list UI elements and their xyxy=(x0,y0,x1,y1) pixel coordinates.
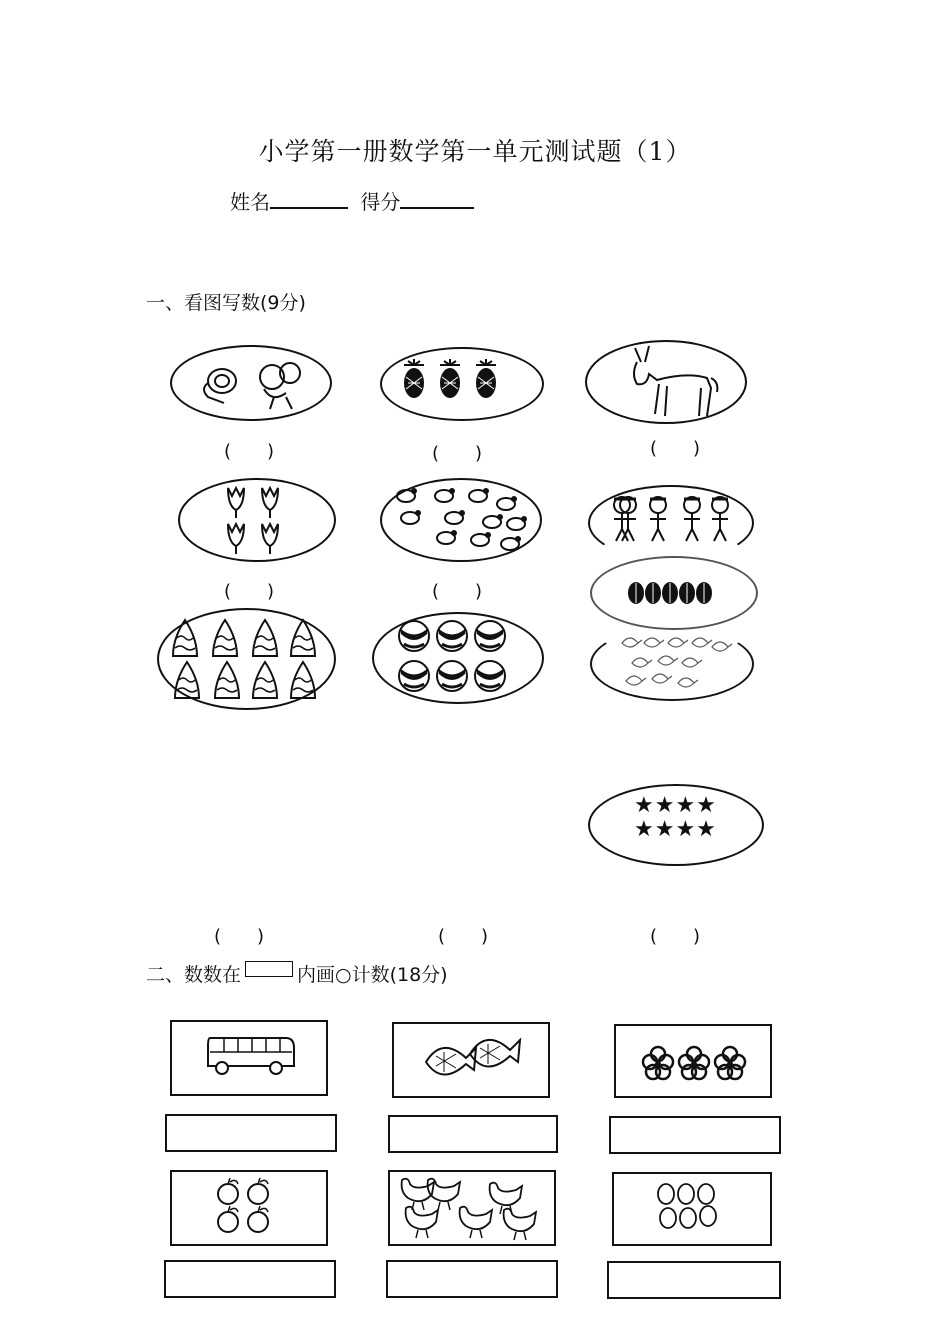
answer-paren[interactable]: ( ) xyxy=(650,926,701,947)
picture-box xyxy=(388,1170,556,1246)
picture-oval xyxy=(588,784,764,866)
section2-heading: 二、数数在 内画○计数(18分) xyxy=(146,960,448,987)
answer-paren[interactable]: ( ) xyxy=(432,443,483,464)
picture-oval xyxy=(380,478,542,562)
seed-icon xyxy=(628,581,718,605)
children-icon xyxy=(610,495,734,545)
picture-box xyxy=(170,1020,328,1096)
snail-and-bug-icon xyxy=(194,353,309,413)
fish-icon xyxy=(422,1030,522,1090)
ball-icon xyxy=(398,620,518,696)
picture-box xyxy=(614,1024,772,1098)
picture-oval xyxy=(178,478,336,562)
picture-oval xyxy=(588,485,754,561)
picture-oval xyxy=(585,340,747,424)
score-label: 得分 xyxy=(360,190,401,214)
student-info-line xyxy=(230,186,474,215)
answer-paren[interactable]: ( ) xyxy=(224,441,275,462)
bamboo-shoot-icon xyxy=(171,618,323,702)
page-title: 小学第一册数学第一单元测试题（1） xyxy=(258,137,692,166)
name-blank[interactable] xyxy=(270,189,348,209)
picture-oval xyxy=(590,556,758,630)
picture-box xyxy=(170,1170,328,1246)
answer-paren[interactable]: ( ) xyxy=(650,438,701,459)
picture-oval xyxy=(157,608,336,710)
answer-paren[interactable]: ( ) xyxy=(438,926,489,947)
leaf-icon xyxy=(620,633,732,689)
answer-paren[interactable]: ( ) xyxy=(432,581,483,602)
star-icon: ★★★★ ★★★★ xyxy=(634,793,717,842)
picture-oval xyxy=(380,347,544,421)
picture-oval xyxy=(590,627,754,701)
bus-icon xyxy=(204,1034,296,1078)
answer-box[interactable] xyxy=(609,1116,781,1154)
answer-paren[interactable]: ( ) xyxy=(224,581,275,602)
small-box-icon xyxy=(245,961,293,977)
pineapple-icon xyxy=(400,359,525,409)
answer-box[interactable] xyxy=(607,1261,781,1299)
answer-box[interactable] xyxy=(386,1260,558,1298)
answer-box[interactable] xyxy=(164,1260,336,1298)
picture-oval xyxy=(372,612,544,704)
bird-icon xyxy=(396,488,528,552)
chicken-icon xyxy=(398,1176,546,1240)
flower-bud-icon xyxy=(218,484,298,556)
name-label: 姓名 xyxy=(230,190,270,214)
answer-box[interactable] xyxy=(165,1114,337,1152)
answer-box[interactable] xyxy=(388,1115,558,1153)
apple-icon xyxy=(216,1178,280,1238)
egg-icon xyxy=(658,1182,728,1236)
flower-icon xyxy=(642,1046,746,1082)
score-blank[interactable] xyxy=(400,189,474,209)
section1-heading: 一、看图写数(9分) xyxy=(146,292,306,314)
picture-box xyxy=(612,1172,772,1246)
picture-box xyxy=(392,1022,550,1098)
answer-paren[interactable]: ( ) xyxy=(214,926,265,947)
picture-oval xyxy=(170,345,332,421)
donkey-icon xyxy=(627,344,717,419)
